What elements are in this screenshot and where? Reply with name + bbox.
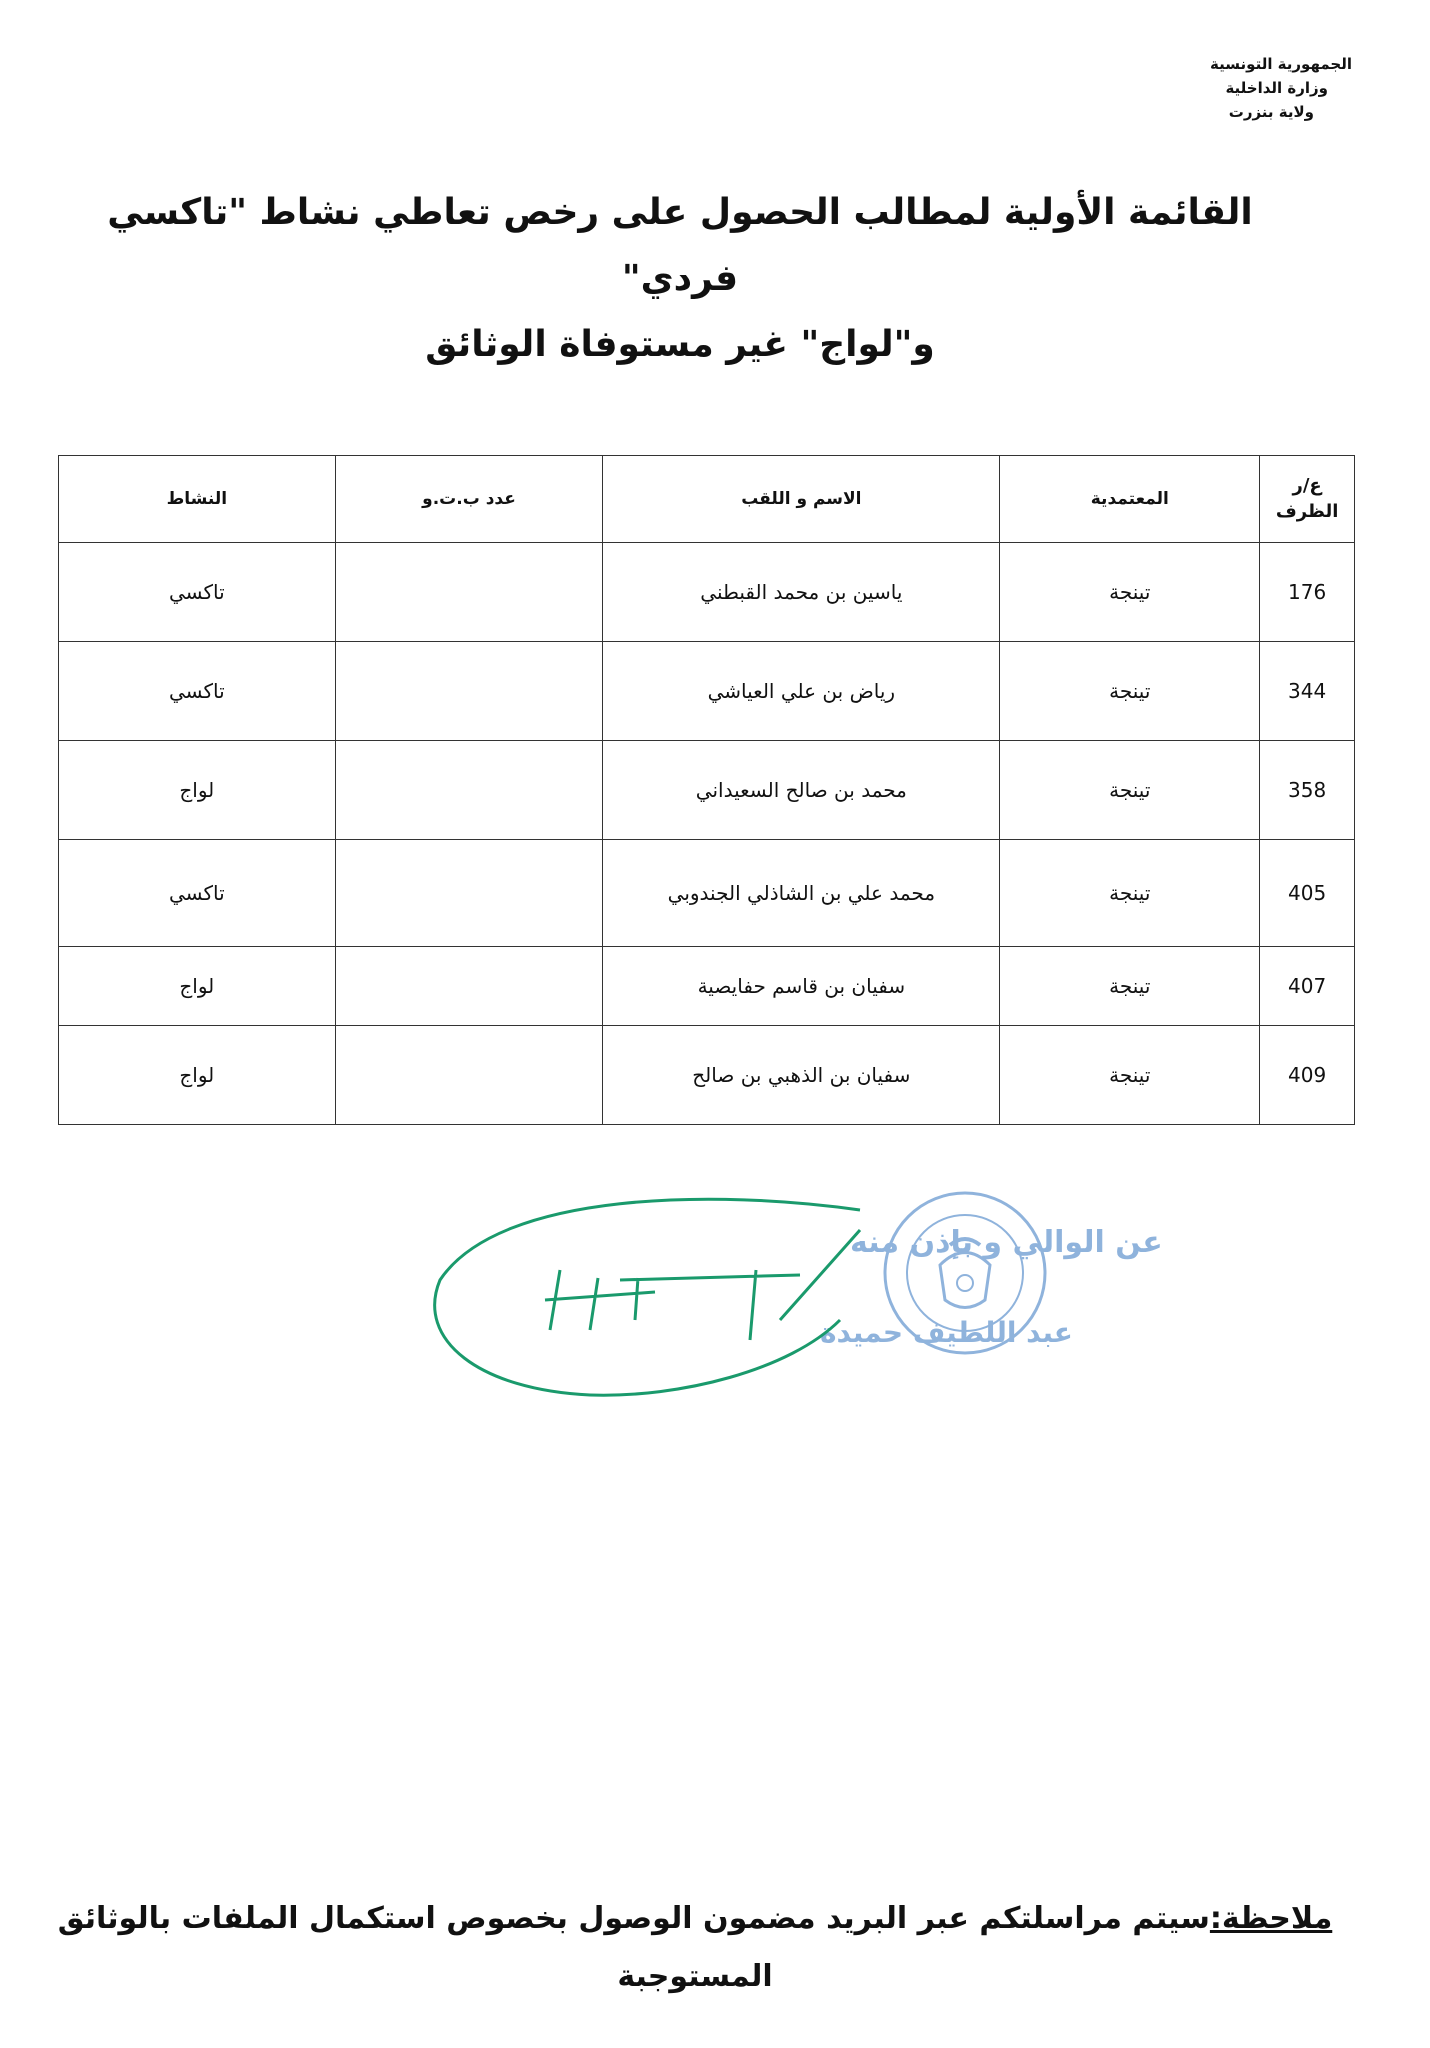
table-row — [59, 1026, 1355, 1125]
table-row — [59, 741, 1355, 840]
letterhead — [1092, 52, 1352, 124]
cell-activity: لواج — [59, 947, 336, 1026]
note-label: ملاحظة: — [1209, 1901, 1333, 1936]
letterhead-republic: الجمهورية التونسية — [1210, 55, 1352, 73]
header-delegation: المعتمدية — [1000, 456, 1260, 543]
cell-activity: لواج — [59, 741, 336, 840]
applicants-table — [58, 455, 1355, 1125]
cell-delegation: تينجة — [1000, 543, 1260, 642]
note-text: سيتم مراسلتكم عبر البريد مضمون الوصول بخصوص استكمال الملفات بالوثائق المستوجبة — [57, 1901, 1210, 1994]
header-envelope-number: ع/ر الظرف — [1260, 456, 1355, 543]
table-row — [59, 642, 1355, 741]
cell-activity: تاكسي — [59, 543, 336, 642]
footnote — [50, 1890, 1340, 2006]
signature-loop-stroke — [435, 1199, 860, 1395]
cell-envelope-number: 358 — [1260, 741, 1355, 840]
cell-full-name: ياسين بن محمد القبطني — [603, 543, 1000, 642]
signature-strokes — [545, 1230, 860, 1340]
cell-id-number — [335, 840, 603, 947]
document-title — [60, 180, 1300, 378]
stamp-text-line-2: عبد اللطيف حميدة — [820, 1316, 1073, 1349]
cell-id-number — [335, 642, 603, 741]
cell-activity: لواج — [59, 1026, 336, 1125]
letterhead-governorate: ولاية بنزرت — [1228, 103, 1314, 121]
cell-full-name: رياض بن علي العياشي — [603, 642, 1000, 741]
cell-id-number — [335, 741, 603, 840]
letterhead-ministry: وزارة الداخلية — [1225, 79, 1328, 97]
cell-id-number — [335, 947, 603, 1026]
title-line-2: و"لواج" غير مستوفاة الوثائق — [425, 324, 935, 365]
cell-full-name: محمد بن صالح السعيداني — [603, 741, 1000, 840]
cell-full-name: محمد علي بن الشاذلي الجندوبي — [603, 840, 1000, 947]
cell-id-number — [335, 543, 603, 642]
cell-envelope-number: 405 — [1260, 840, 1355, 947]
cell-envelope-number: 176 — [1260, 543, 1355, 642]
header-full-name: الاسم و اللقب — [603, 456, 1000, 543]
cell-envelope-number: 344 — [1260, 642, 1355, 741]
cell-delegation: تينجة — [1000, 1026, 1260, 1125]
cell-delegation: تينجة — [1000, 642, 1260, 741]
cell-full-name: سفيان بن الذهبي بن صالح — [603, 1026, 1000, 1125]
header-activity: النشاط — [59, 456, 336, 543]
table-header-row — [59, 456, 1355, 543]
table-row — [59, 947, 1355, 1026]
cell-activity: تاكسي — [59, 840, 336, 947]
header-id-number: عدد ب.ت.و — [335, 456, 603, 543]
title-line-1: القائمة الأولية لمطالب الحصول على رخص تعاطي نشاط "تاكسي فردي" — [107, 192, 1253, 299]
table-row — [59, 840, 1355, 947]
cell-full-name: سفيان بن قاسم حفايصية — [603, 947, 1000, 1026]
cell-delegation: تينجة — [1000, 840, 1260, 947]
official-seal — [880, 1185, 1050, 1360]
cell-delegation: تينجة — [1000, 741, 1260, 840]
cell-envelope-number: 407 — [1260, 947, 1355, 1026]
seal-drawing — [880, 1185, 1050, 1360]
cell-envelope-number: 409 — [1260, 1026, 1355, 1125]
cell-id-number — [335, 1026, 603, 1125]
table-row — [59, 543, 1355, 642]
stamp-text-line-1: عن الوالي و بإذن منه — [850, 1225, 1163, 1260]
cell-activity: تاكسي — [59, 642, 336, 741]
cell-delegation: تينجة — [1000, 947, 1260, 1026]
